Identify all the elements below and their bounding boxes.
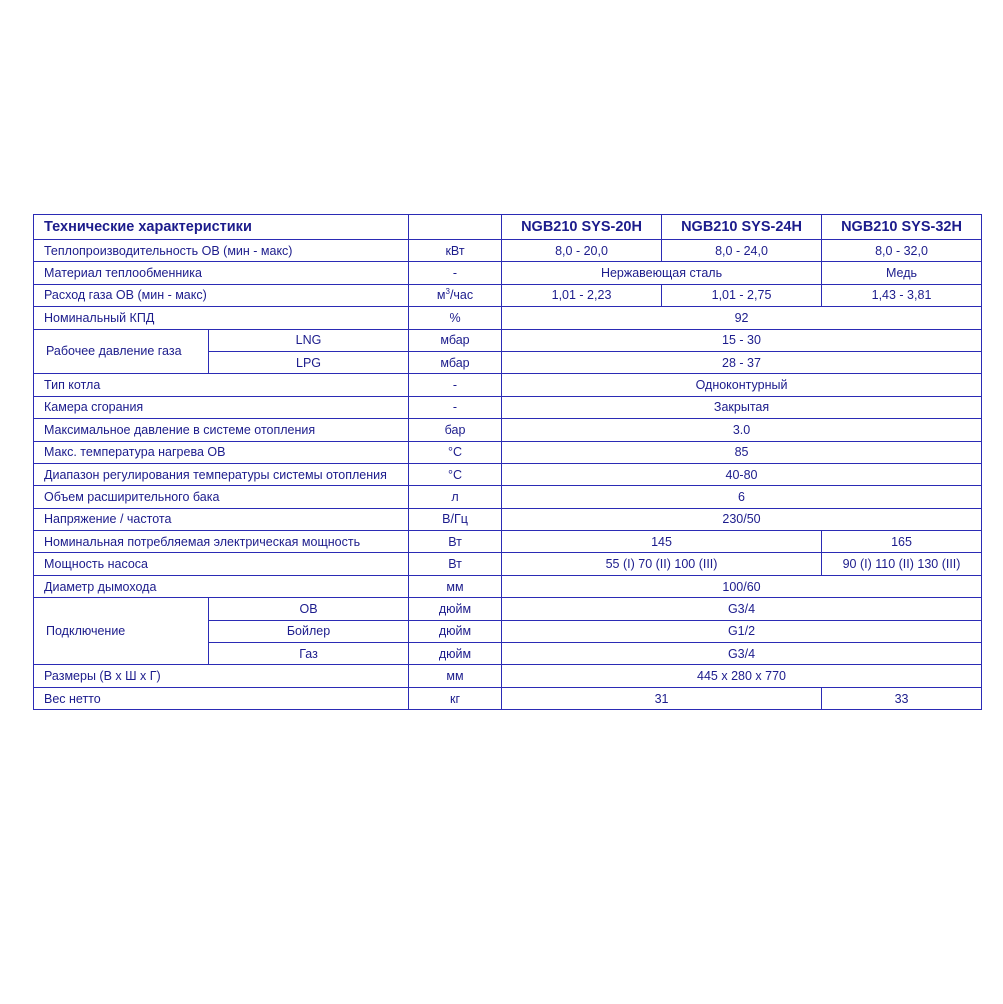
param-label: Тип котла [34,374,409,396]
sub-param-label: ОВ [209,598,409,620]
value-cell-all: 230/50 [502,508,982,530]
sub-param-label: Бойлер [209,620,409,642]
sub-param-label: Газ [209,643,409,665]
connection-ov-row [34,598,982,620]
unit-cell: Вт [409,553,502,575]
param-label: Диапазон регулирования температуры системы отопления [34,463,409,485]
value-cell-all: 40-80 [502,463,982,485]
unit-cell: °C [409,441,502,463]
param-label: Материал теплообменника [34,262,409,284]
param-label: Расход газа ОВ (мин - макс) [34,284,409,306]
value-cell-all: G3/4 [502,598,982,620]
unit-cell: кг [409,687,502,709]
unit-cell: В/Гц [409,508,502,530]
temperature-range-row [34,463,982,485]
param-label: Номинальный КПД [34,307,409,329]
value-cell-24h: 8,0 - 24,0 [662,240,822,262]
param-label: Размеры (В х Ш х Г) [34,665,409,687]
boiler-type-row [34,374,982,396]
unit-superscript: 3 [445,287,450,297]
unit-cell: мбар [409,329,502,351]
expansion-tank-row [34,486,982,508]
value-cell-32h: Медь [822,262,982,284]
unit-cell: мбар [409,351,502,373]
model-20h-header: NGB210 SYS-20H [502,215,662,240]
header-row [34,215,982,240]
value-cell-32h: 8,0 - 32,0 [822,240,982,262]
value-cell-all: G1/2 [502,620,982,642]
param-label: Объем расширительного бака [34,486,409,508]
dimensions-row [34,665,982,687]
unit-cell: дюйм [409,643,502,665]
model-32h-header: NGB210 SYS-32H [822,215,982,240]
value-cell-32h: 1,43 - 3,81 [822,284,982,306]
unit-cell: л [409,486,502,508]
unit-cell: мм [409,575,502,597]
value-cell-20h: 1,01 - 2,23 [502,284,662,306]
max-temperature-row [34,441,982,463]
param-group-label: Подключение [34,598,209,665]
unit-cell [409,284,502,306]
param-label: Вес нетто [34,687,409,709]
value-cell-32h: 33 [822,687,982,709]
flue-diameter-row [34,575,982,597]
value-cell-all: 85 [502,441,982,463]
value-cell-all: 100/60 [502,575,982,597]
param-label: Диаметр дымохода [34,575,409,597]
value-cell-32h: 165 [822,531,982,553]
unit-cell: - [409,262,502,284]
value-cell-all: G3/4 [502,643,982,665]
value-cell-all: 3.0 [502,419,982,441]
value-cell-32h: 90 (I) 110 (II) 130 (III) [822,553,982,575]
value-cell-24h: 1,01 - 2,75 [662,284,822,306]
value-cell-all: Одноконтурный [502,374,982,396]
combustion-chamber-row [34,396,982,418]
gas-pressure-lng-row [34,329,982,351]
value-cell-20h-24h: 31 [502,687,822,709]
spec-table [33,214,982,710]
electric-power-row [34,531,982,553]
heat-output-row [34,240,982,262]
exchanger-material-row [34,262,982,284]
voltage-row [34,508,982,530]
model-24h-header: NGB210 SYS-24H [662,215,822,240]
gas-flow-row [34,284,982,306]
sub-param-label: LNG [209,329,409,351]
param-label: Макс. температура нагрева ОВ [34,441,409,463]
value-cell-all: 28 - 37 [502,351,982,373]
param-label: Теплопроизводительность ОВ (мин - макс) [34,240,409,262]
value-cell-20h: 8,0 - 20,0 [502,240,662,262]
header-unit-cell [409,215,502,240]
unit-cell: кВт [409,240,502,262]
sub-param-label: LPG [209,351,409,373]
value-cell-20h-24h: Нержавеющая сталь [502,262,822,284]
table-title: Технические характеристики [34,215,409,240]
unit-cell: дюйм [409,620,502,642]
unit-cell: бар [409,419,502,441]
param-group-label: Рабочее давление газа [34,329,209,374]
value-cell-all: Закрытая [502,396,982,418]
value-cell-all: 15 - 30 [502,329,982,351]
unit-cell: - [409,396,502,418]
param-label: Номинальная потребляемая электрическая мощность [34,531,409,553]
net-weight-row [34,687,982,709]
pump-power-row [34,553,982,575]
unit-rest: /час [449,288,474,303]
param-label: Напряжение / частота [34,508,409,530]
unit-base: м [436,288,446,303]
value-cell-20h-24h: 145 [502,531,822,553]
efficiency-row [34,307,982,329]
value-cell-all: 445 x 280 x 770 [502,665,982,687]
unit-cell: % [409,307,502,329]
param-label: Максимальное давление в системе отопления [34,419,409,441]
value-cell-all: 6 [502,486,982,508]
unit-cell: - [409,374,502,396]
value-cell-all: 92 [502,307,982,329]
value-cell-20h-24h: 55 (I) 70 (II) 100 (III) [502,553,822,575]
param-label: Камера сгорания [34,396,409,418]
unit-cell: °C [409,463,502,485]
unit-cell: мм [409,665,502,687]
param-label: Мощность насоса [34,553,409,575]
unit-cell: дюйм [409,598,502,620]
max-pressure-row [34,419,982,441]
unit-cell: Вт [409,531,502,553]
